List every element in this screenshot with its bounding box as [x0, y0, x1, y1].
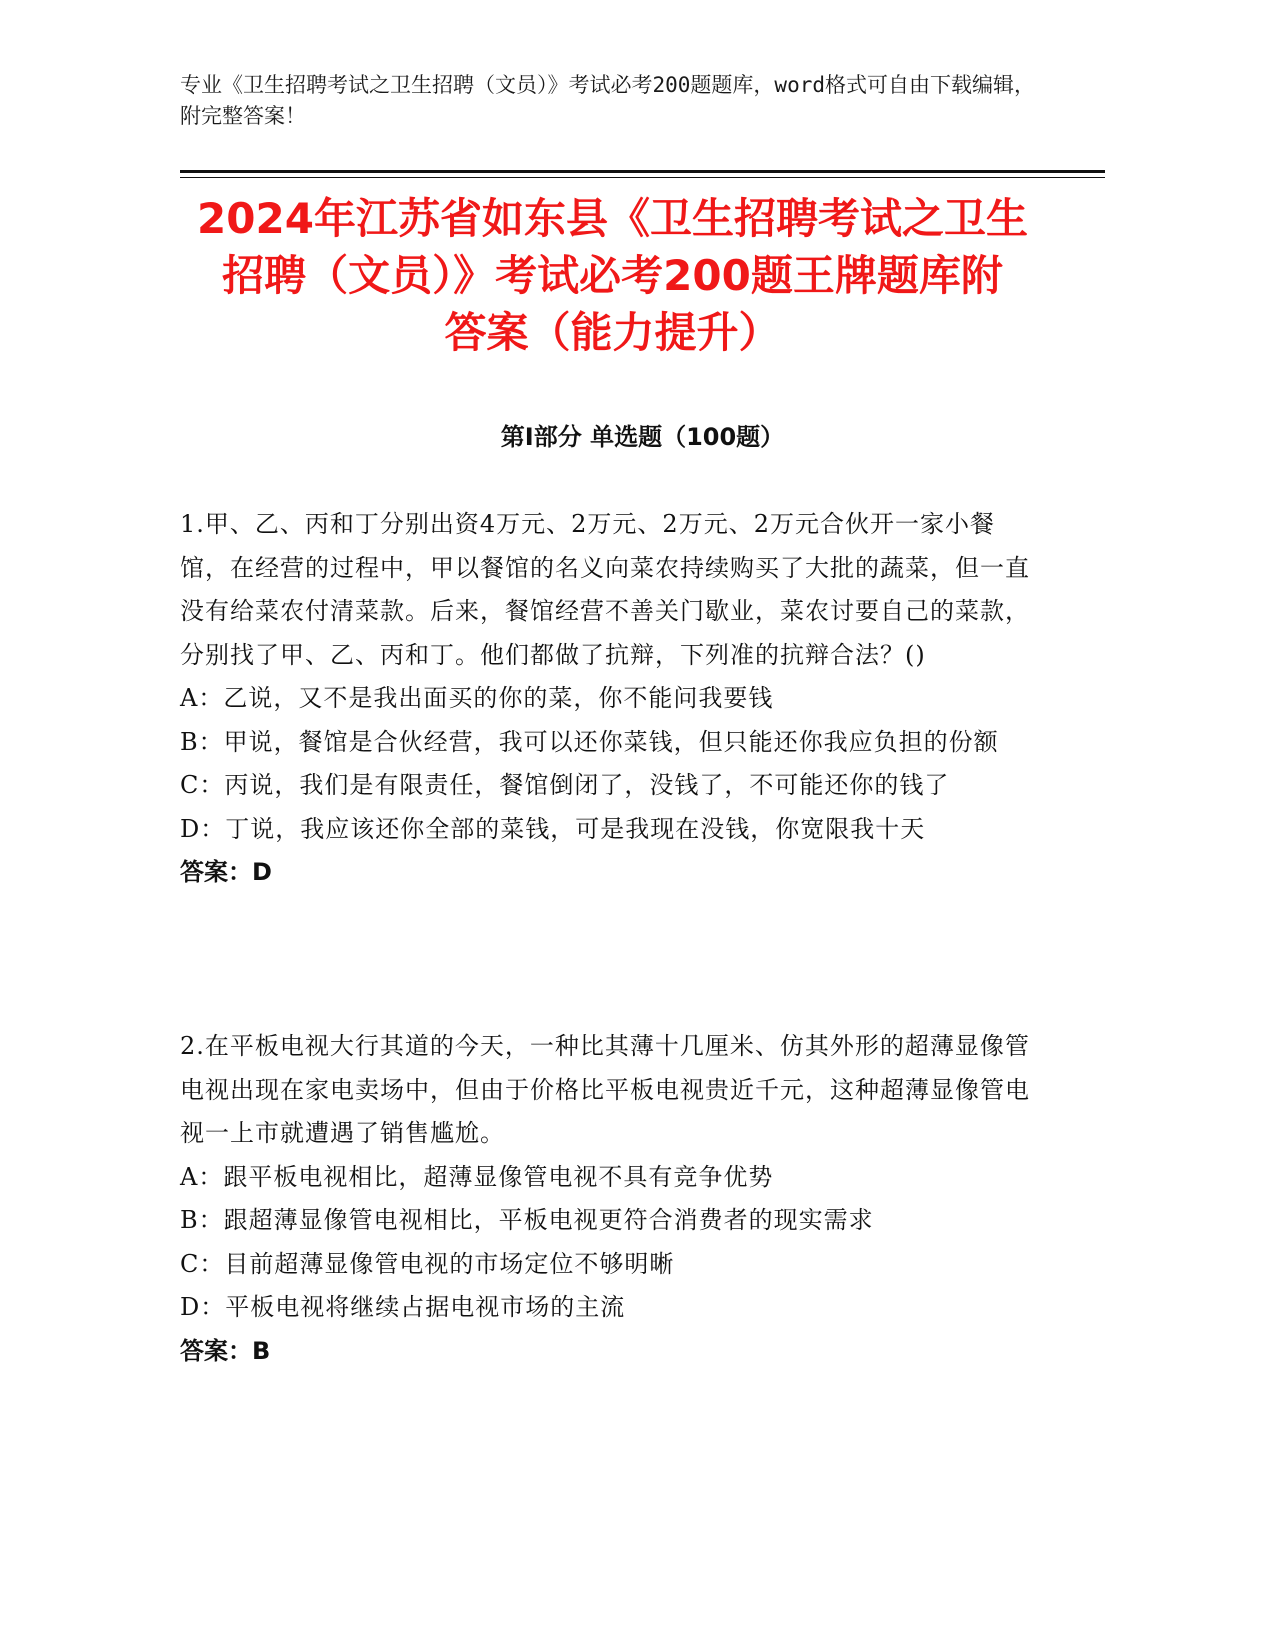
- option-c: C：目前超薄显像管电视的市场定位不够明晰: [180, 1249, 675, 1278]
- header-rule-thin: [180, 177, 1105, 178]
- option-c: C：丙说，我们是有限责任，餐馆倒闭了，没钱了，不可能还你的钱了: [180, 771, 950, 799]
- header-note: 专业《卫生招聘考试之卫生招聘（文员）》考试必考200题题库，word格式可自由下载编辑，附完整答案！: [180, 73, 1035, 128]
- option-b: B：甲说，餐馆是合伙经营，我可以还你菜钱，但只能还你我应负担的份额: [180, 727, 999, 756]
- answer: 答案：B: [180, 1336, 271, 1365]
- header-rule-thick: [180, 170, 1105, 173]
- question-stem: 2.在平板电视大行其道的今天，一种比其薄十几厘米、仿其外形的超薄显像管电视出现在家电卖场中，但由于价格比平板电视贵近千元，这种超薄显像管电视一上市就遭遇了销售尴尬。: [180, 1032, 1030, 1147]
- option-b: B：跟超薄显像管电视相比，平板电视更符合消费者的现实需求: [180, 1206, 874, 1234]
- question-1: [180, 503, 1030, 895]
- option-a: A：乙说，又不是我出面买的你的菜，你不能问我要钱: [180, 684, 774, 712]
- document-title: [150, 190, 1075, 361]
- title-line: 答案（能力提升）: [444, 308, 781, 357]
- section-heading: 第I部分 单选题（100题）: [500, 423, 785, 451]
- title-line: 招聘（文员）》考试必考200题王牌题库附: [222, 251, 1003, 300]
- title-line: 2024年江苏省如东县《卫生招聘考试之卫生: [197, 194, 1028, 243]
- option-d: D：平板电视将继续占据电视市场的主流: [180, 1293, 626, 1321]
- option-d: D：丁说，我应该还你全部的菜钱，可是我现在没钱，你宽限我十天: [180, 814, 926, 843]
- question-2: [180, 1025, 1030, 1373]
- question-stem: 1.甲、乙、丙和丁分别出资4万元、2万元、2万元、2万元合伙开一家小餐馆，在经营的过程中，甲以餐馆的名义向菜农持续购买了大批的蔬菜，但一直没有给菜农付清菜款。后来，餐馆经营不善关门歇业，菜农讨要自己的菜款，分别找了甲、乙、丙和丁。他们都做了抗辩，下列准的抗辩合法？(): [180, 510, 1030, 669]
- option-a: A：跟平板电视相比，超薄显像管电视不具有竞争优势: [180, 1162, 774, 1191]
- answer: 答案：D: [180, 858, 272, 886]
